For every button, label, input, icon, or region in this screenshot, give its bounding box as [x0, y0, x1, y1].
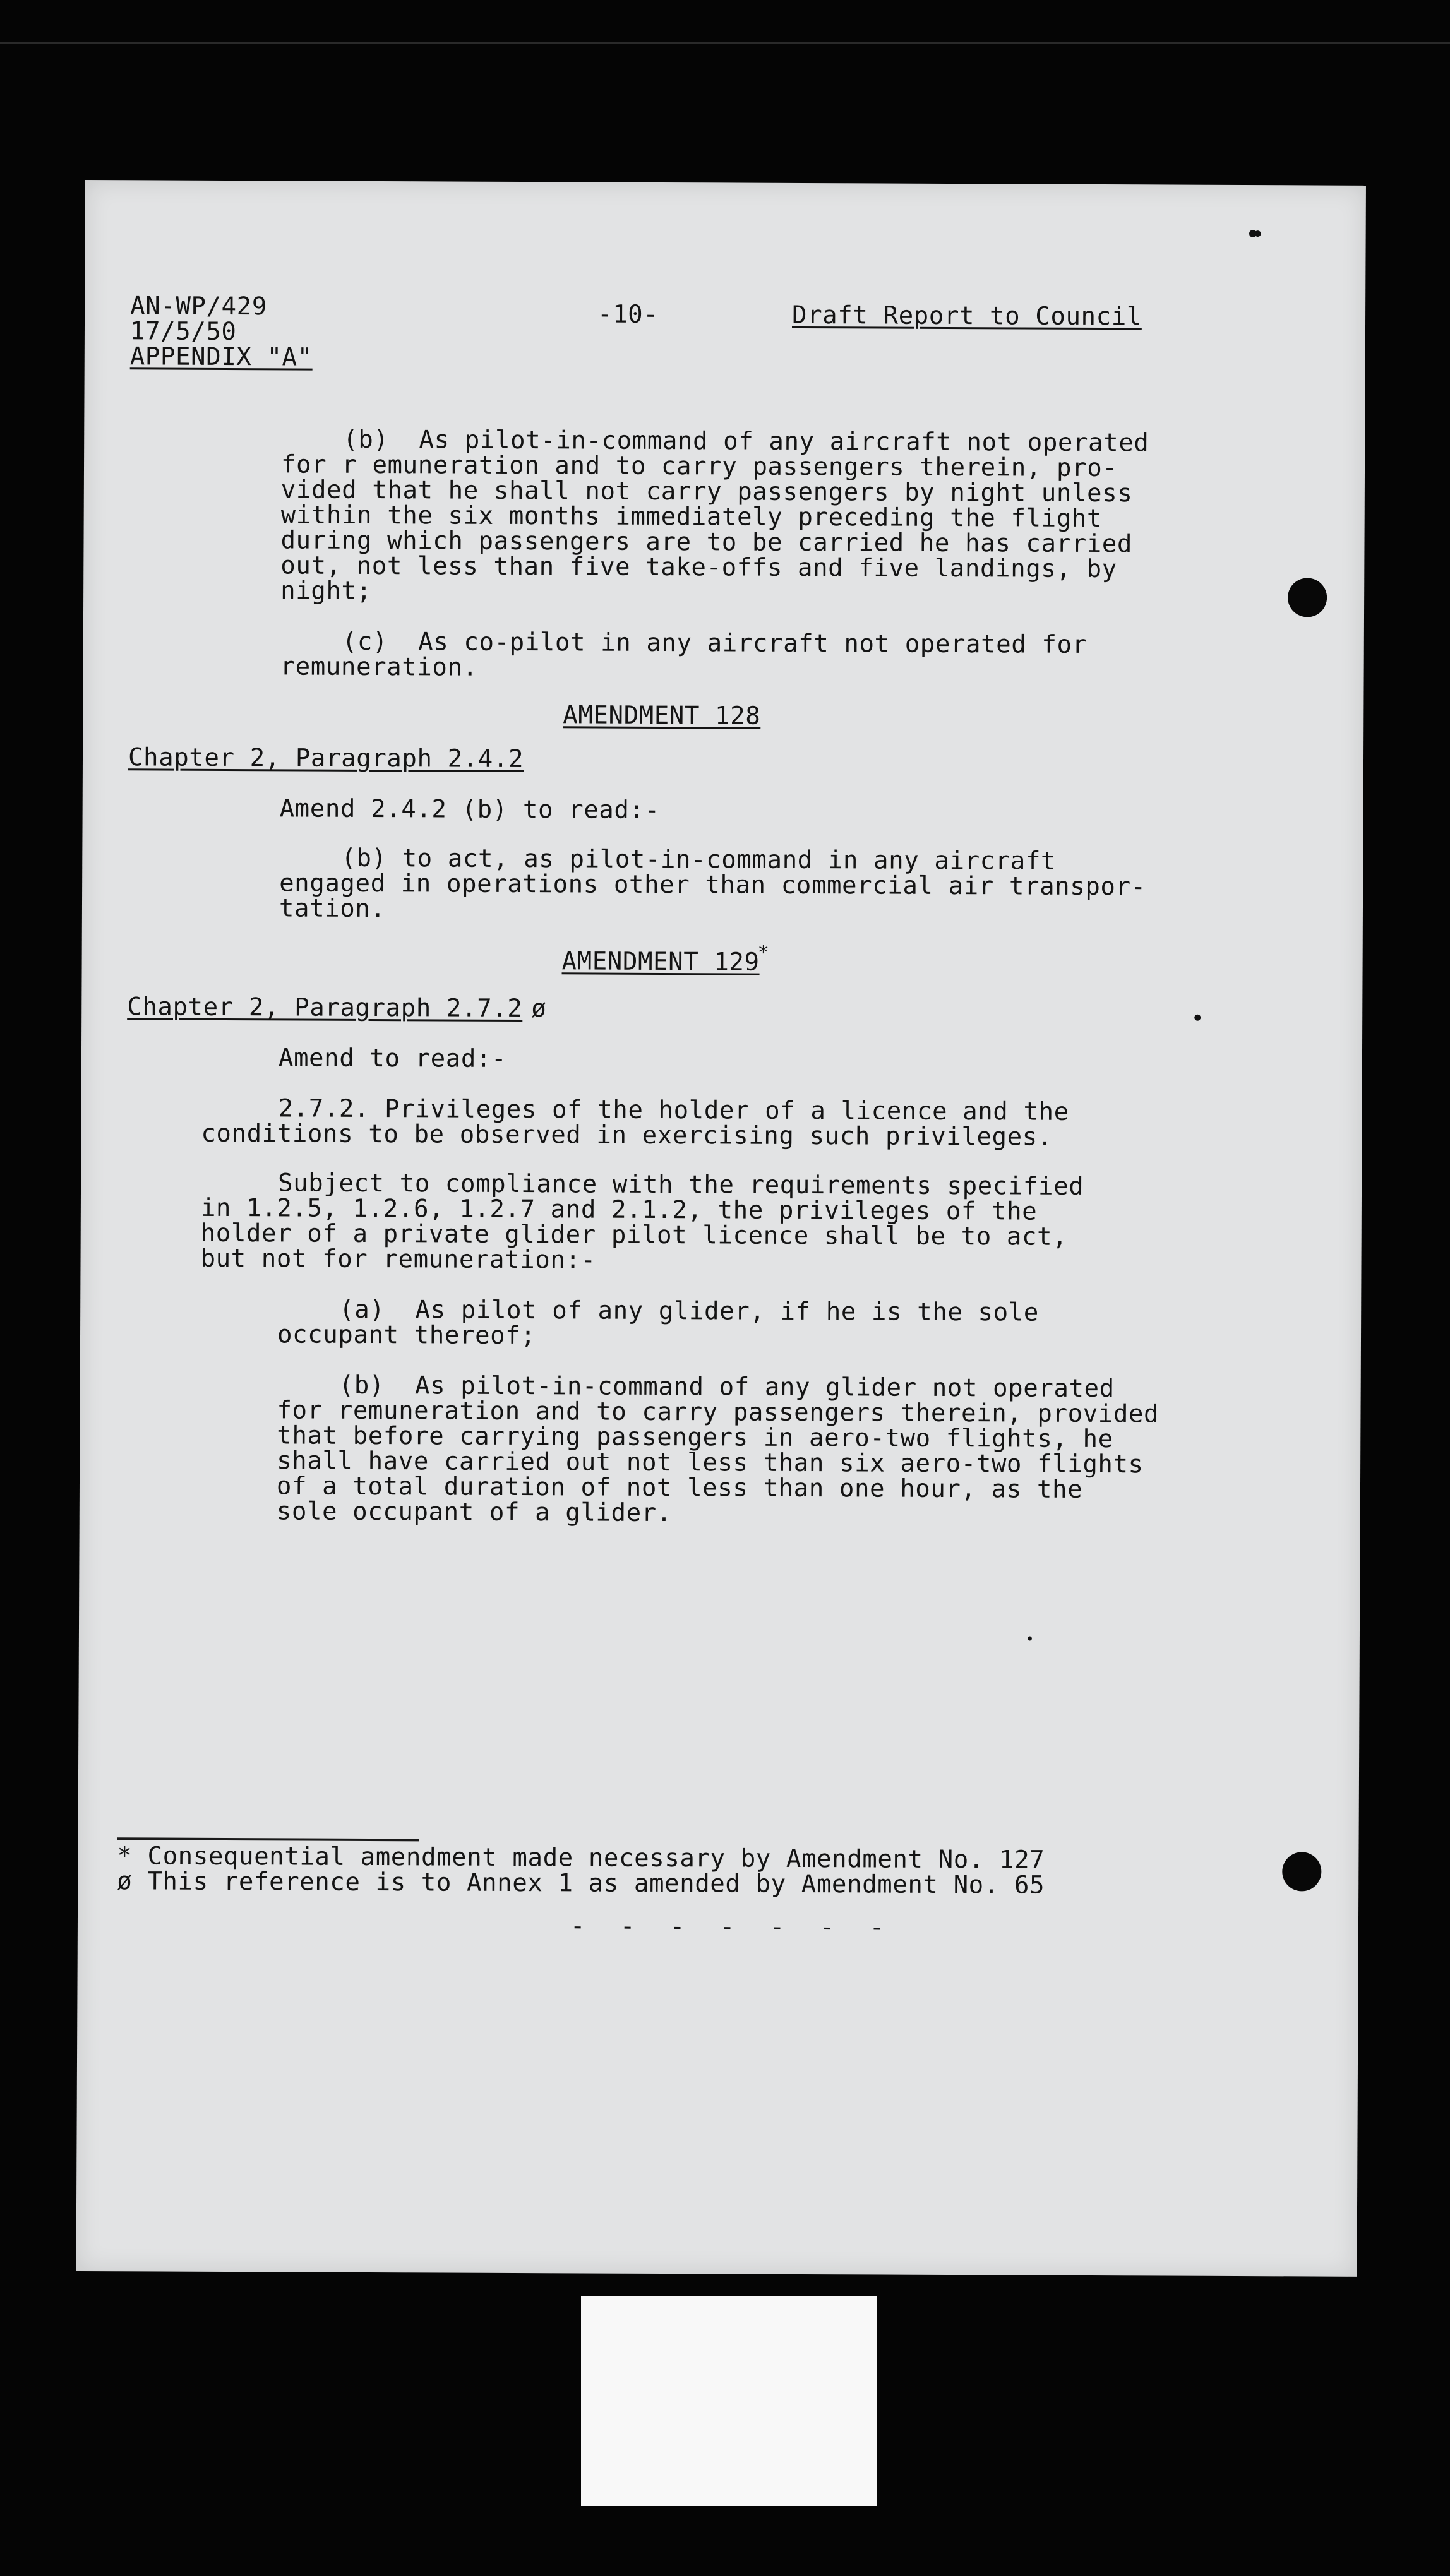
- appendix-label: APPENDIX "A": [129, 342, 313, 372]
- item-b-line: (b) As pilot-in-command of any glider not operated: [339, 1371, 1115, 1404]
- amendment-128-line: tation.: [279, 894, 386, 924]
- blank-label-card: [581, 2296, 877, 2506]
- amendment-129-chapter-ref: Chapter 2, Paragraph 2.7.2: [127, 993, 523, 1023]
- item-b-line: of a total duration of not less than one hour, as the: [276, 1472, 1083, 1504]
- footnote-slashed-o: ø This reference is to Annex 1 as amended by Amendment No. 65: [117, 1867, 1045, 1900]
- item-a-line: occupant thereof;: [277, 1320, 536, 1351]
- item-b-line: for remuneration and to carry passengers therein, provided: [277, 1396, 1159, 1429]
- amendment-128-line: (b) to act, as pilot-in-command in any aircraft: [341, 844, 1057, 876]
- dust-speck: [1249, 230, 1257, 237]
- para-b-line: (b) As pilot-in-command of any aircraft not operated: [343, 425, 1149, 458]
- section-title-line: 2.7.2. Privileges of the holder of a licence and the: [278, 1094, 1069, 1126]
- dust-speck: [1028, 1637, 1032, 1641]
- subject-line: Subject to compliance with the requirements specified: [277, 1169, 1084, 1201]
- amendment-129-instruction: Amend to read:-: [278, 1044, 507, 1073]
- item-a-line: (a) As pilot of any glider, if he is the sole: [339, 1295, 1039, 1327]
- amendment-128-heading: AMENDMENT 128: [563, 701, 761, 730]
- report-title: Draft Report to Council: [791, 301, 1142, 331]
- para-c-line: remuneration.: [280, 652, 478, 682]
- para-b-line: within the six months immediately preceding the flight: [280, 501, 1103, 534]
- amendment-129-asterisk: *: [757, 941, 770, 964]
- punch-hole-lower: [1282, 1852, 1321, 1891]
- end-marker: - - - - - - -: [570, 1912, 895, 1942]
- subject-line: but not for remuneration:-: [200, 1244, 596, 1275]
- page-number: -10-: [597, 300, 659, 329]
- footnote-asterisk: * Consequential amendment made necessary by Amendment No. 127: [117, 1842, 1045, 1875]
- subject-line: in 1.2.5, 1.2.6, 1.2.7 and 2.1.2, the privileges of the: [200, 1193, 1038, 1226]
- item-b-line: shall have carried out not less than six aero-two flights: [277, 1446, 1144, 1479]
- item-b-line: that before carrying passengers in aero-two flights, he: [277, 1421, 1113, 1454]
- section-title-line: conditions to be observed in exercising such privileges.: [201, 1119, 1053, 1152]
- para-c-line: (c) As co-pilot in any aircraft not operated for: [342, 627, 1088, 659]
- para-b-line: night;: [280, 576, 372, 605]
- para-b-line: out, not less than five take-offs and five landings, by: [280, 551, 1117, 584]
- subject-line: holder of a private glider pilot licence shall be to act,: [200, 1219, 1068, 1251]
- para-b-line: vided that he shall not carry passengers by night unless: [280, 475, 1133, 508]
- film-frame-top-line: [0, 42, 1450, 44]
- document-page: [76, 180, 1366, 2277]
- doc-reference: AN-WP/429: [130, 292, 267, 321]
- dust-speck: [1194, 1015, 1201, 1021]
- doc-date: 17/5/50: [129, 317, 237, 347]
- punch-hole-upper: [1288, 578, 1327, 617]
- item-b-line: sole occupant of a glider.: [276, 1497, 672, 1528]
- amendment-128-chapter-ref: Chapter 2, Paragraph 2.4.2: [128, 743, 524, 774]
- amendment-128-line: engaged in operations other than commercial air transpor-: [279, 869, 1146, 902]
- amendment-129-heading: AMENDMENT 129: [561, 947, 760, 977]
- footnote-rule: [117, 1837, 419, 1841]
- para-b-line: during which passengers are to be carried he has carried: [280, 526, 1133, 559]
- amendment-129-chapter-mark: ø: [531, 994, 547, 1023]
- para-b-line: for r emuneration and to carry passengers therein, pro-: [280, 450, 1118, 483]
- amendment-128-instruction: Amend 2.4.2 (b) to read:-: [279, 794, 660, 825]
